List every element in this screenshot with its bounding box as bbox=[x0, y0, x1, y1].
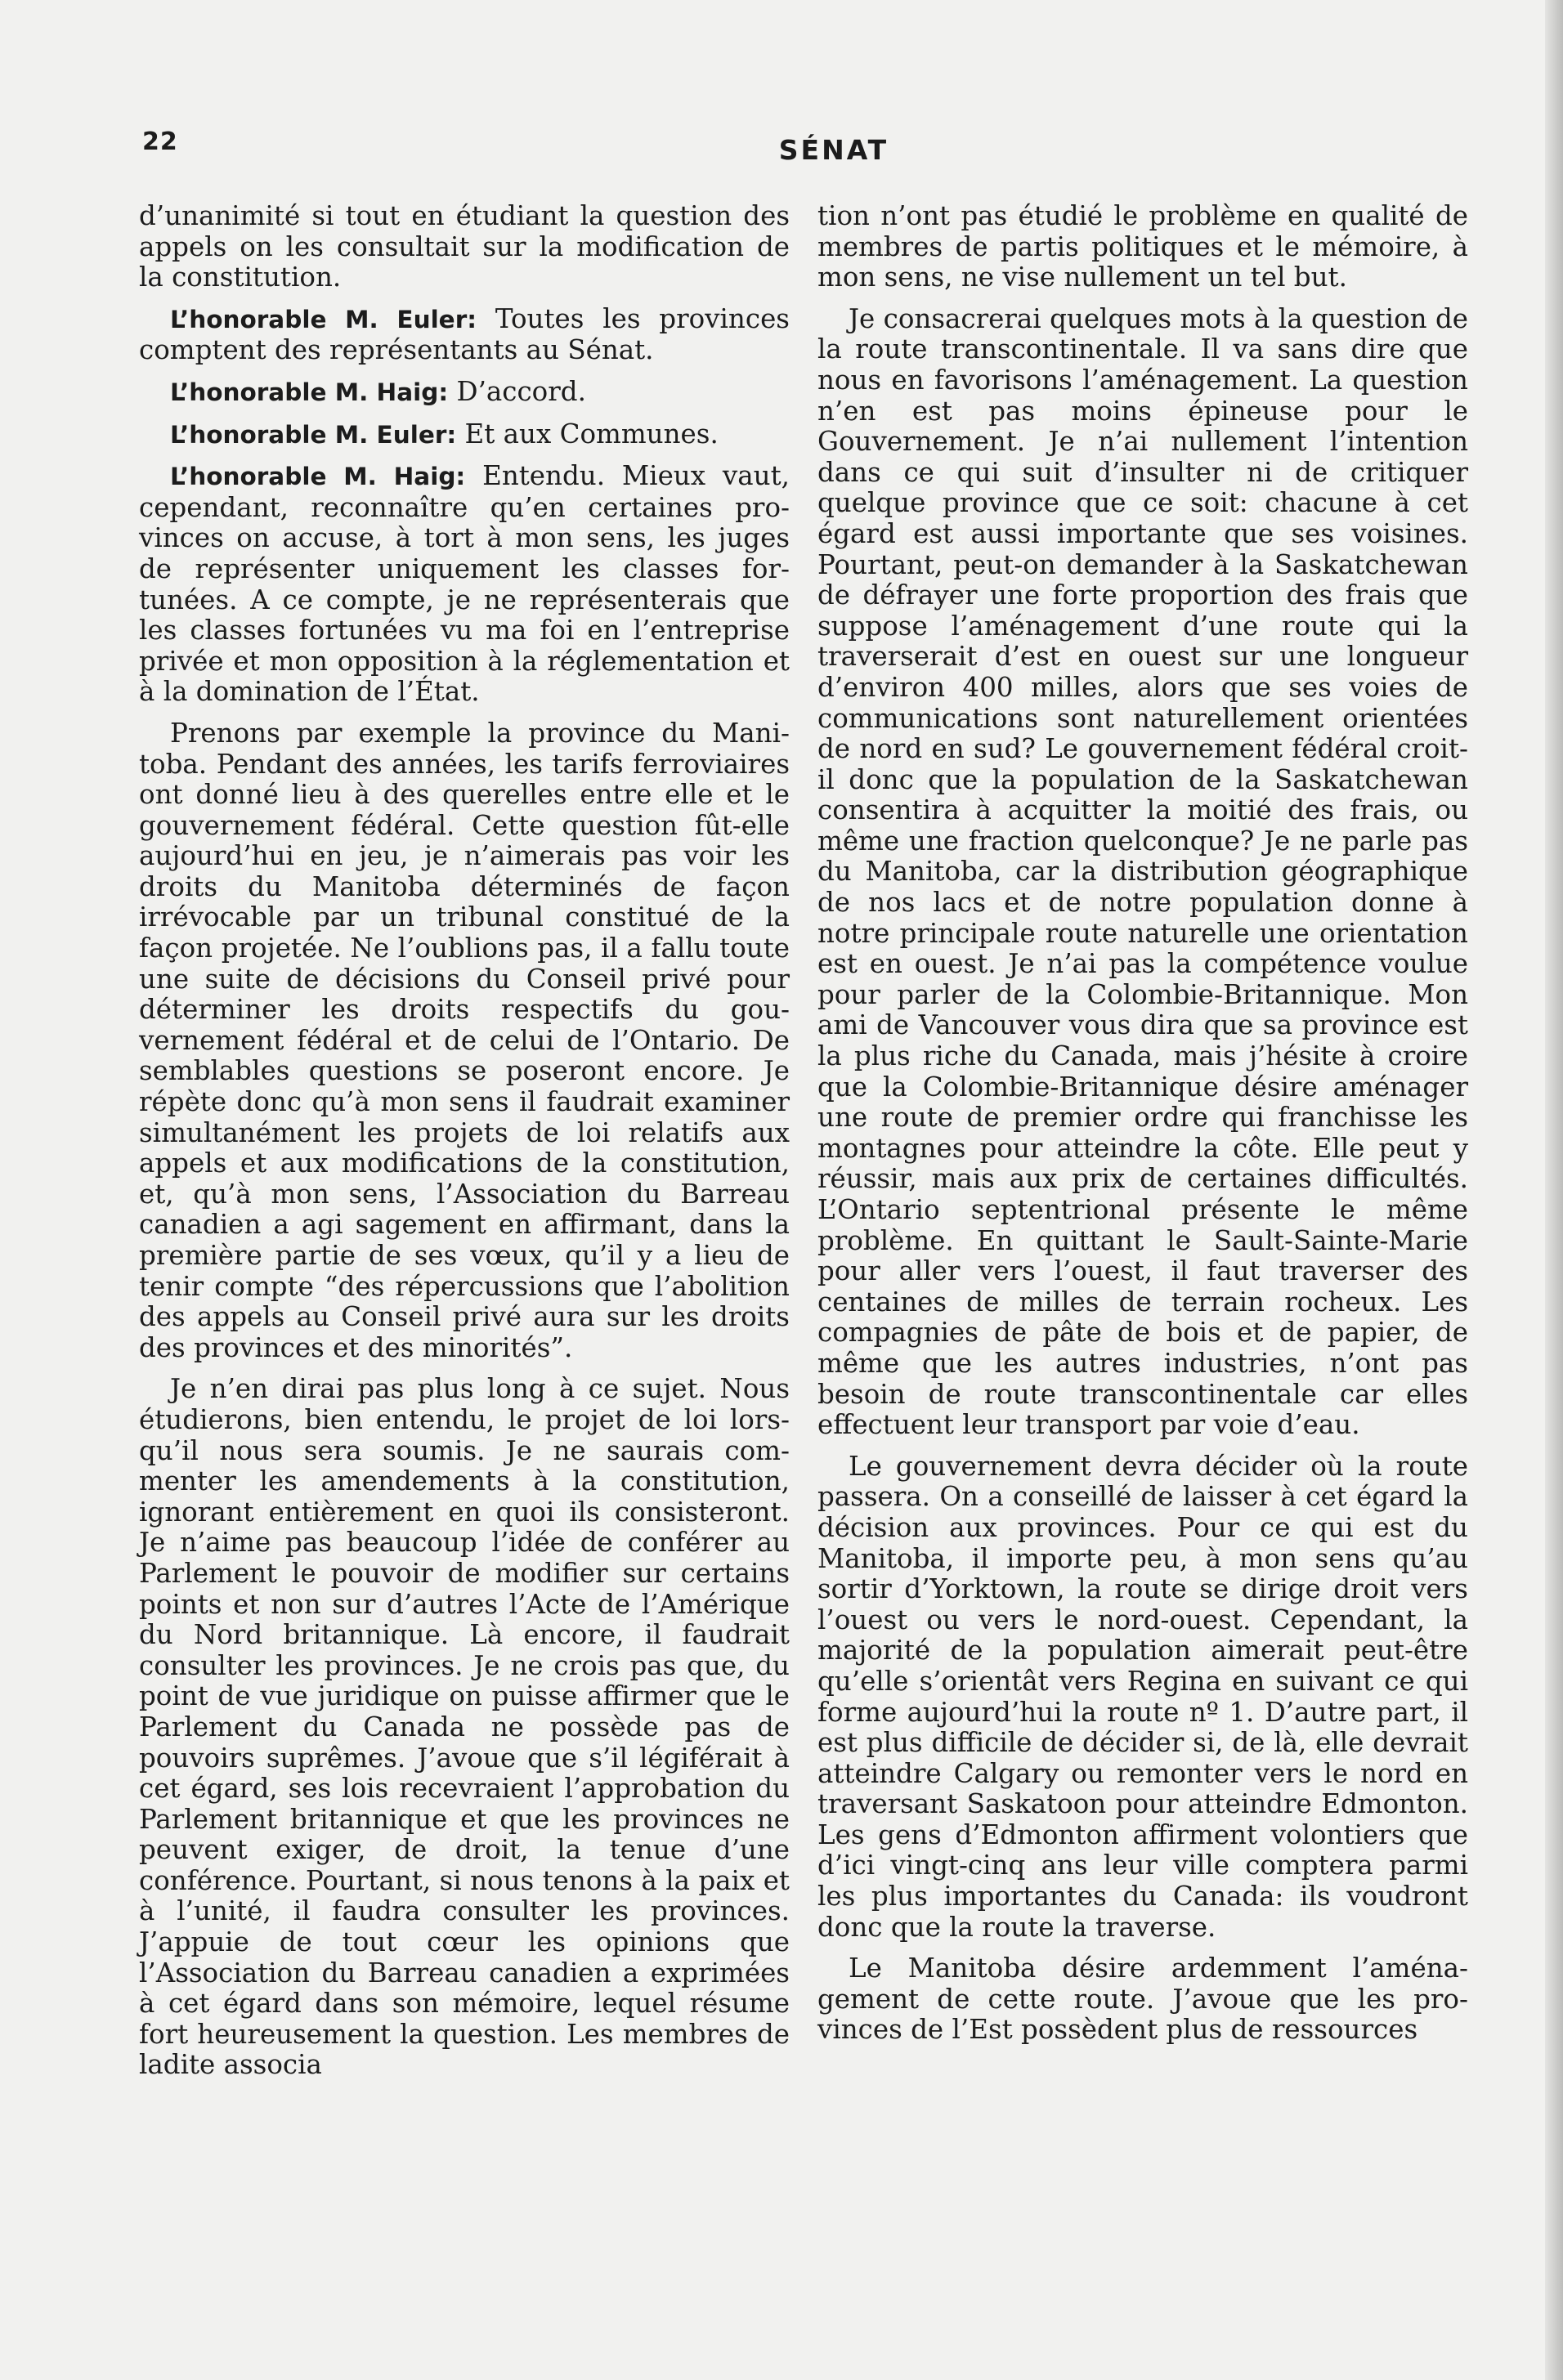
speaker-label: L’honorable M. Euler: bbox=[170, 305, 477, 333]
right-column bbox=[817, 201, 1468, 2056]
paragraph: Prenons par exemple la province du Manitoba. Pendant des années, les tarifs ferroviaires ont donné lieu à des querelles entre elle et le gouvernement fédéral. Cette question fût-elle aujourd’hui en jeu, je n’aimerais pas voir les droits du Manitoba déterminés de façon irrévocable par un tribunal constitué de la façon projetée. Ne l’oublions pas, il a fallu toute une suite de décisions du Conseil privé pour déterminer les droits respectifs du gouvernement fédéral et de celui de l’Ontario. De semblables questions se poseront encore. Je répète donc qu’à mon sens il faudrait examiner simultanément les projets de loi relatifs aux appels et aux modifications de la constitution, et, qu’à mon sens, l’Association du Barreau canadien a agi sagement en affirmant, dans la première partie de ses vœux, qu’il y a lieu de tenir compte “des répercussions que l’abolition des appels au Conseil privé aura sur les droits des provinces et des minorités”. bbox=[139, 717, 790, 1363]
speaker-label: L’honorable M. Euler: bbox=[170, 420, 457, 449]
paragraph: Le Manitoba désire ardemment l’aménagement de cette route. J’avoue que les provinces de l’Est possèdent plus de ressources bbox=[817, 1953, 1468, 2046]
scan-edge-shadow bbox=[1545, 0, 1563, 2380]
speaker-label: L’honorable M. Haig: bbox=[170, 378, 449, 406]
paragraph: d’unanimité si tout en étudiant la question des appels on les consultait sur la modification de la constitution. bbox=[139, 200, 790, 293]
speech-paragraph: L’honorable M. Haig: Entendu. Mieux vaut, cependant, reconnaître qu’en certaines provinces on accuse, à tort à mon sens, les juges de représenter uniquement les classes fortunées. A ce compte, je ne représenterais que les classes fortunées vu ma foi en l’entreprise privée et mon opposition à la réglementation et à la domination de l’État. bbox=[139, 460, 790, 708]
paragraph: Je consacrerai quelques mots à la question de la route transcontinentale. Il va sans dire que nous en favorisons l’aménagement. La question n’en est pas moins épineuse pour le Gouvernement. Je n’ai nullement l’intention dans ce qui suit d’insulter ni de critiquer quelque province que ce soit: chacune à cet égard est aussi importante que ses voisines. Pourtant, peut-on demander à la Saskatchewan de défrayer une forte proportion des frais que suppose l’aménagement d’une route qui la traverserait d’est en ouest sur une longueur d’environ 400 milles, alors que ses voies de communications sont naturellement orientées de nord en sud? Le gouvernement fédéral croit-il donc que la population de la Saskatchewan consentira à acquitter la moitié des frais, ou même une fraction quelconque? Je ne parle pas du Manitoba, car la distribution géographique de nos lacs et de notre population donne à notre principale route naturelle une orientation est en ouest. Je n’ai pas la compétence voulue pour parler de la Colombie-Britannique. Mon ami de Vancouver vous dira que sa province est la plus riche du Canada, mais j’hésite à croire que la Colombie-Britannique désire aménager une route de premier ordre qui franchisse les montagnes pour atteindre la côte. Elle peut y réussir, mais aux prix de certaines difficultés. L’Ontario septentrional présente le même problème. En quittant le Sault-Sainte-Marie pour aller vers l’ouest, il faut traverser des centaines de milles de terrain rocheux. Les compagnies de pâte de bois et de papier, de même que les autres industries, n’ont pas besoin de route transcontinentale car elles effectuent leur transport par voie d’eau. bbox=[817, 302, 1468, 1441]
running-head: SÉNAT bbox=[778, 134, 889, 166]
speaker-label: L’honorable M. Haig: bbox=[170, 463, 466, 491]
speech-paragraph: L’honorable M. Euler: Et aux Communes. bbox=[170, 418, 719, 450]
left-column bbox=[139, 201, 790, 2091]
paragraph: Le gouvernement devra décider où la route passera. On a conseillé de laisser à cet égard la décision aux provinces. Pour ce qui est du Manitoba, il importe peu, à mon sens qu’au sortir d’Yorktown, la route se dirige droit vers l’ouest ou vers le nord-ouest. Cependant, la majorité de la population aimerait peut-être qu’elle s’orientât vers Regina en suivant ce qui forme aujourd’hui la route nº 1. D’autre part, il est plus difficile de décider si, de là, elle devrait atteindre Calgary ou remonter vers le nord en traversant Saskatoon pour atteindre Edmonton. Les gens d’Edmonton affirment volontiers que d’ici vingt-cinq ans leur ville comptera parmi les plus importantes du Canada: ils voudront donc que la route la traverse. bbox=[817, 1450, 1468, 1943]
paragraph: tion n’ont pas étudié le problème en qualité de membres de partis politiques et le mémoire, à mon sens, ne vise nullement un tel but. bbox=[817, 200, 1468, 293]
speech-paragraph: L’honorable M. Haig: D’accord. bbox=[170, 375, 586, 407]
speech-paragraph: L’honorable M. Euler: Toutes les provinces comptent des représentants au Sénat. bbox=[139, 302, 790, 366]
paragraph: Je n’en dirai pas plus long à ce sujet. Nous étudierons, bien entendu, le projet de loi lorsqu’il nous sera soumis. Je ne saurais commenter les amendements à la constitution, ignorant entièrement en quoi ils consisteront. Je n’aime pas beaucoup l’idée de conférer au Parlement le pouvoir de modifier sur certains points et non sur d’autres l’Acte de l’Amérique du Nord britannique. Là encore, il faudrait consulter les provinces. Je ne crois pas que, du point de vue juridique on puisse affirmer que le Parlement du Canada ne possède pas de pouvoirs suprêmes. J’avoue que s’il légiférait à cet égard, ses lois recevraient l’approbation du Parlement britannique et que les provinces ne peuvent exiger, de droit, la tenue d’une conférence. Pourtant, si nous tenons à la paix et à l’unité, il faudra consulter les provinces. J’appuie de tout cœur les opinions que l’Association du Barreau canadien a exprimées à cet égard dans son mémoire, lequel résume fort heureusement la question. Les membres de ladite associa bbox=[139, 1373, 790, 2081]
page-number: 22 bbox=[142, 128, 178, 156]
